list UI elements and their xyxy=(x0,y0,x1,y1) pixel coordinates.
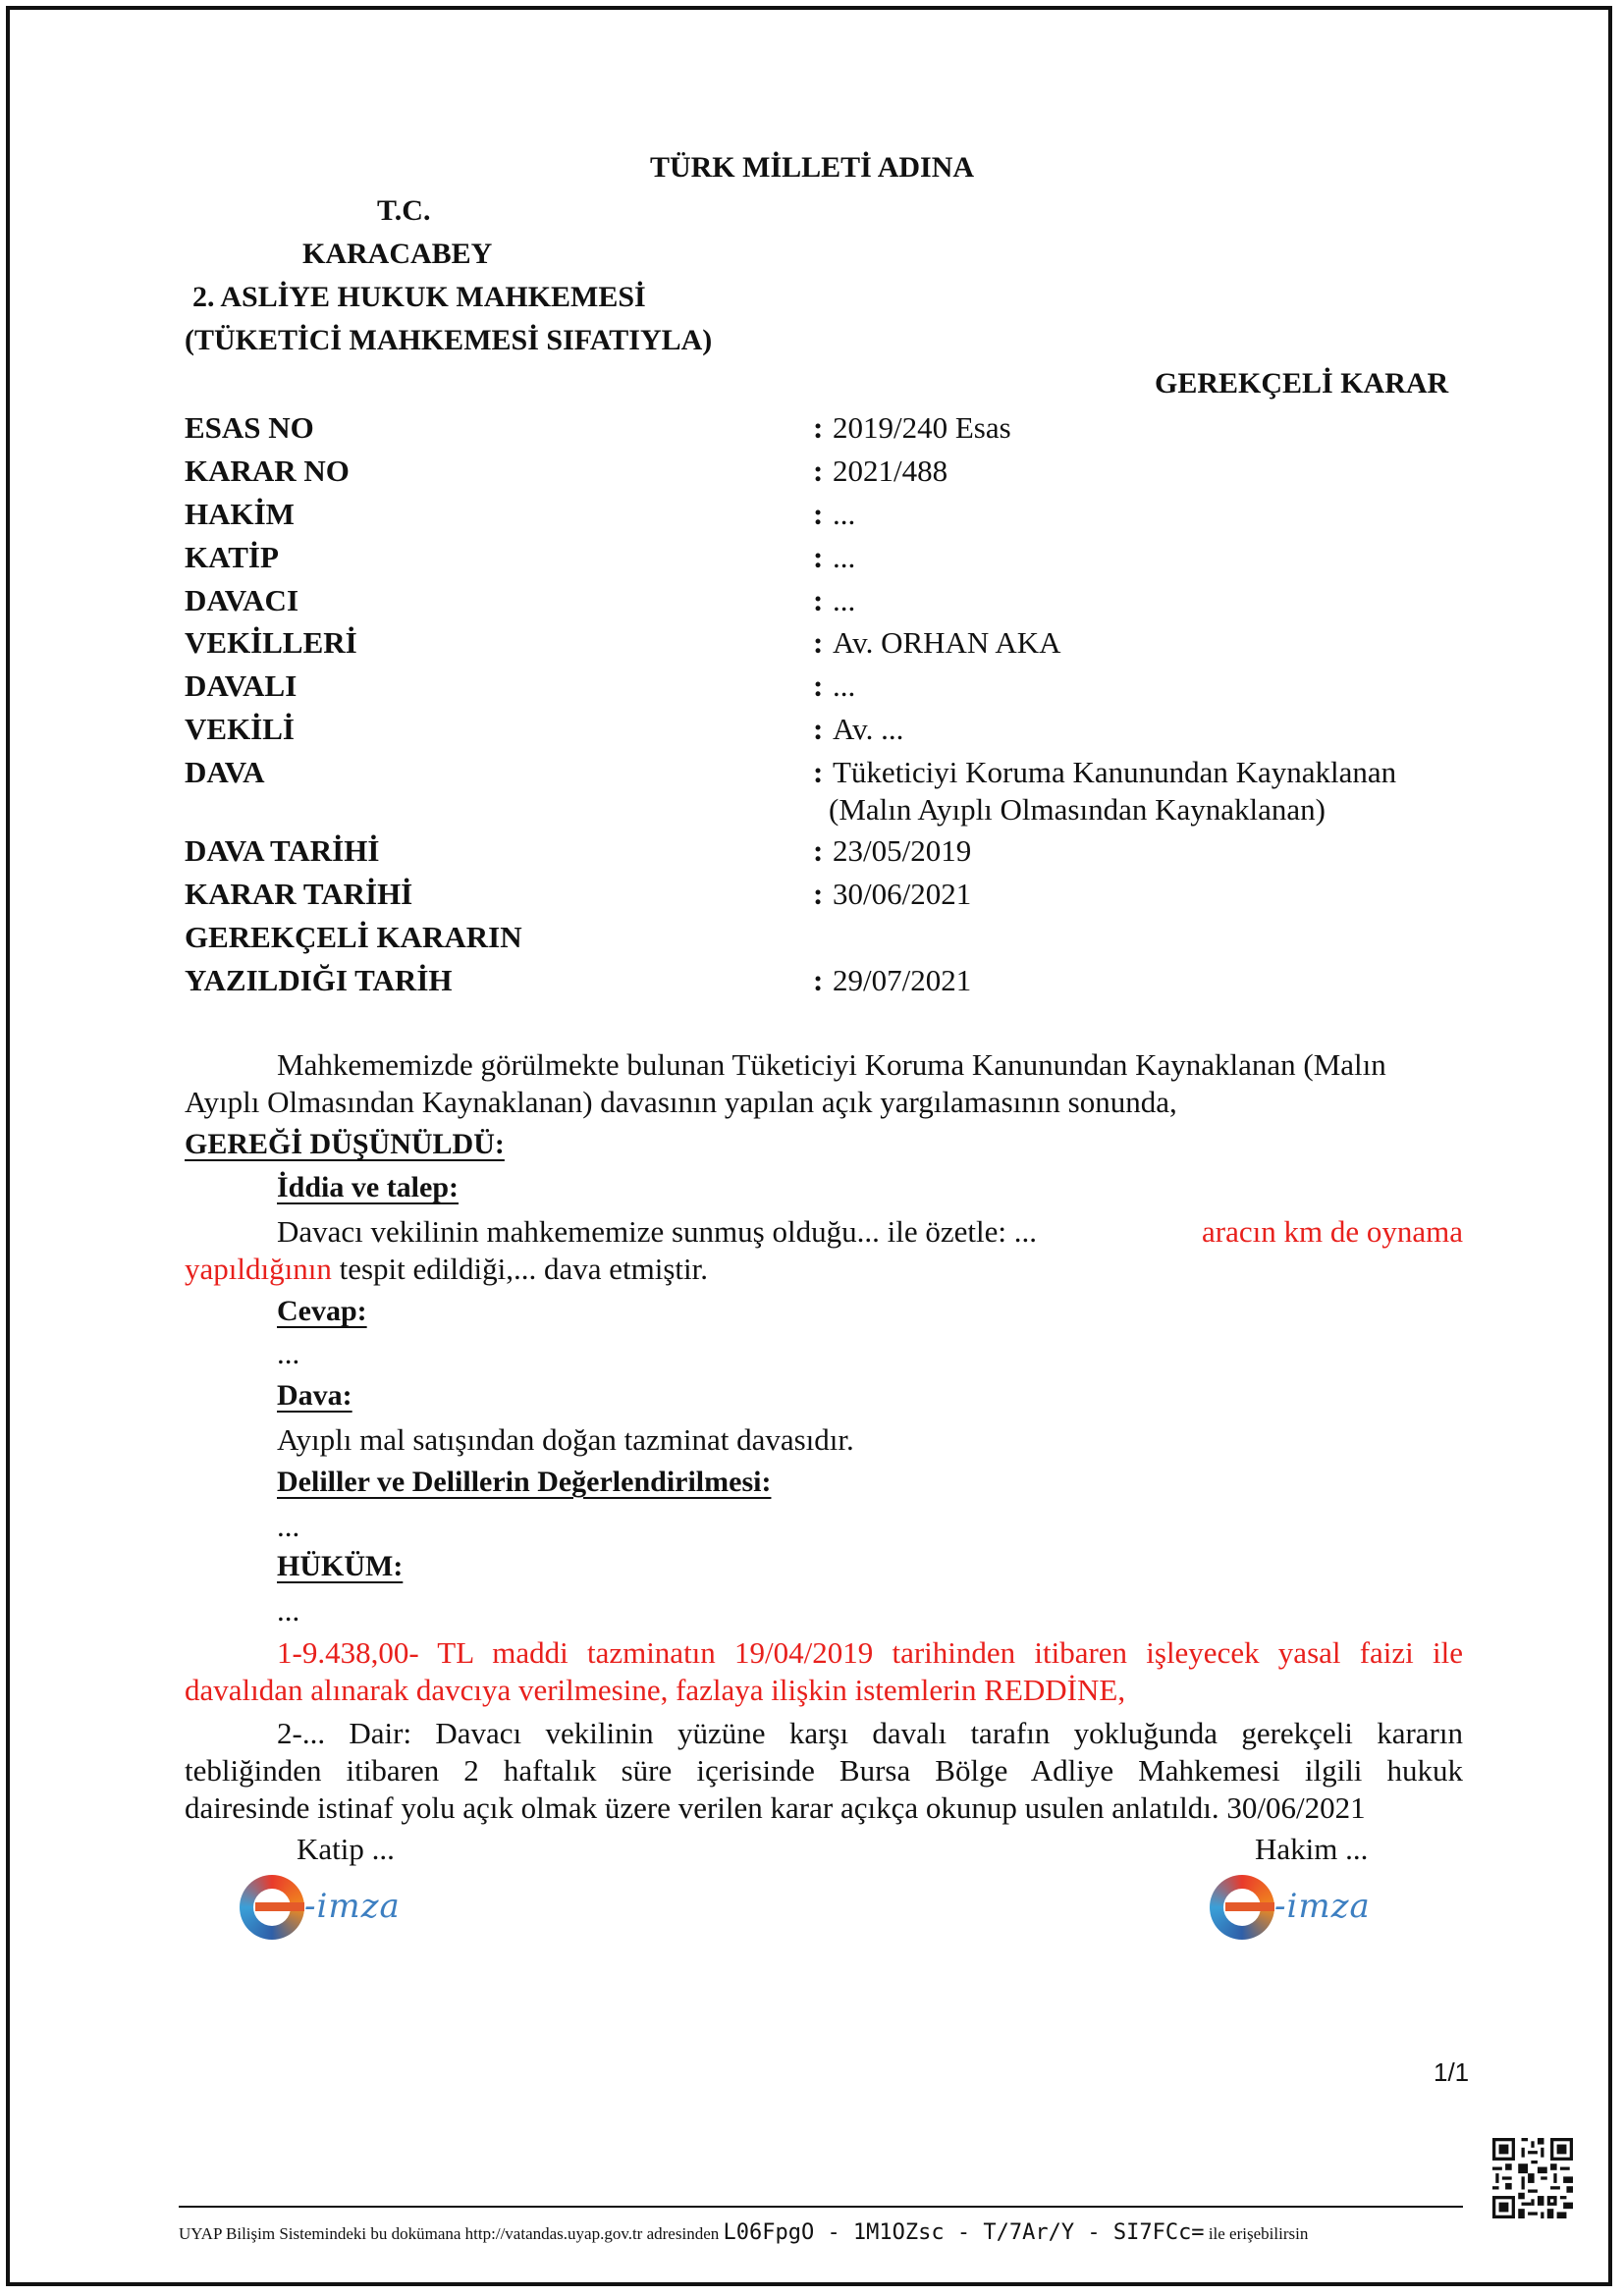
info-row-dava xyxy=(185,755,1481,833)
info-row-karar-tarihi xyxy=(185,877,1481,916)
iddia-line-2 xyxy=(185,1252,708,1287)
info-row-karar xyxy=(185,454,1481,493)
hukum-item-2-line-2: tebliğinden itibaren 2 haftalık süre içerisinde Bursa Bölge Adliye Mahkemesi ilgili hukuk xyxy=(185,1753,1463,1788)
info-value: Av. ORHAN AKA xyxy=(833,625,1061,660)
info-row-dava-tarihi xyxy=(185,833,1481,873)
info-row-vekili xyxy=(185,712,1481,751)
eimza-word: -imza xyxy=(1274,1887,1371,1926)
header-title-wrapper xyxy=(0,151,1624,185)
info-value: ... xyxy=(833,668,856,703)
hukum-text: ... xyxy=(277,1593,300,1628)
page-number: 1/1 xyxy=(1434,2057,1470,2087)
info-value: 30/06/2021 xyxy=(833,877,972,911)
deliller-text: ... xyxy=(277,1509,300,1543)
info-colon: : xyxy=(813,625,824,660)
header-title: TÜRK MİLLETİ ADINA xyxy=(649,151,975,184)
info-label: DAVALI xyxy=(185,668,298,703)
info-value: ... xyxy=(833,583,856,617)
info-colon: : xyxy=(813,583,824,617)
eimza-word: -imza xyxy=(304,1887,401,1926)
cevap-text: ... xyxy=(277,1336,300,1370)
footer-verification-code: L06FpgO - 1M1OZsc - T/7Ar/Y - SI7FCc= xyxy=(723,2220,1205,2245)
info-value: Tüketiciyi Koruma Kanunundan Kaynaklanan xyxy=(833,755,1397,789)
info-row-katip xyxy=(185,540,1481,579)
info-row-gerekceli-tarih xyxy=(185,920,1481,1002)
info-colon: : xyxy=(813,497,824,531)
geregi-dusunuldu: GEREĞİ DÜŞÜNÜLDÜ: xyxy=(185,1128,505,1160)
section-heading-dava: Dava: xyxy=(277,1379,352,1412)
iddia-text: tespit edildiği,... dava etmiştir. xyxy=(339,1252,708,1286)
info-label: KATİP xyxy=(185,540,279,574)
hukum-item-1-line-1: 1-9.438,00- TL maddi tazminatın 19/04/2019 tarihinden itibaren işleyecek yasal faizi ile xyxy=(277,1635,1463,1670)
info-colon: : xyxy=(813,540,824,574)
katip-eimza-logo xyxy=(236,1865,442,1953)
info-row-davali xyxy=(185,668,1481,708)
info-row-esas xyxy=(185,410,1481,450)
info-colon: : xyxy=(813,712,824,746)
info-label: DAVA xyxy=(185,755,265,789)
dava-text: Ayıplı mal satışından doğan tazminat davasıdır. xyxy=(277,1422,854,1457)
hukum-item-1-line-2: davalıdan alınarak davcıya verilmesine, fazlaya ilişkin istemlerin REDDİNE, xyxy=(185,1673,1126,1707)
iddia-text: Davacı vekilinin mahkememize sunmuş olduğu... ile özetle: ... xyxy=(277,1214,1037,1249)
footer-divider xyxy=(179,2206,1463,2208)
hakim-signature-label: Hakim ... xyxy=(1255,1832,1369,1866)
info-label: HAKİM xyxy=(185,497,295,531)
info-value: 2021/488 xyxy=(833,454,948,488)
footer-verification xyxy=(179,2220,1308,2245)
section-heading-deliller: Deliller ve Delillerin Değerlendirilmesi: xyxy=(277,1466,772,1498)
info-colon: : xyxy=(813,833,824,868)
hukum-item-2-line-1: 2-... Dair: Davacı vekilinin yüzüne karşı davalı tarafın yokluğunda gerekçeli kararın xyxy=(277,1716,1463,1750)
info-label: KARAR NO xyxy=(185,454,350,488)
iddia-line-1 xyxy=(277,1214,1463,1250)
section-heading-iddia: İddia ve talep: xyxy=(277,1171,460,1203)
qr-code-icon xyxy=(1492,2138,1573,2218)
info-value: Av. ... xyxy=(833,712,904,746)
info-colon: : xyxy=(813,877,824,911)
header-tc: T.C. xyxy=(377,194,431,227)
info-label: DAVACI xyxy=(185,583,299,617)
info-label: GEREKÇELİ KARARIN xyxy=(185,920,522,954)
footer-text: UYAP Bilişim Sistemindeki bu dokümana http://vatandas.uyap.gov.tr adresinden xyxy=(179,2224,720,2243)
section-heading-hukum: HÜKÜM: xyxy=(277,1550,404,1582)
eimza-bar-icon xyxy=(255,1902,304,1911)
intro-line-1: Mahkememizde görülmekte bulunan Tüketiciyi Koruma Kanunundan Kaynaklanan (Malın xyxy=(277,1047,1386,1082)
header-court: 2. ASLİYE HUKUK MAHKEMESİ xyxy=(192,281,646,313)
hakim-eimza-logo xyxy=(1206,1865,1412,1953)
katip-signature-label: Katip ... xyxy=(297,1832,395,1866)
info-label: VEKİLLERİ xyxy=(185,625,357,660)
info-value: ... xyxy=(833,540,856,574)
eimza-bar-icon xyxy=(1225,1902,1274,1911)
info-value: 23/05/2019 xyxy=(833,833,972,868)
info-row-vekilleri xyxy=(185,625,1481,665)
info-value: 29/07/2021 xyxy=(833,963,972,997)
section-heading-cevap: Cevap: xyxy=(277,1295,367,1327)
intro-line-2: Ayıplı Olmasından Kaynaklanan) davasının yapılan açık yargılamasının sonunda, xyxy=(185,1085,1177,1119)
footer-text-end: ile erişebilirsin xyxy=(1208,2224,1309,2243)
info-row-davaci xyxy=(185,583,1481,622)
header-city: KARACABEY xyxy=(302,238,493,270)
info-colon: : xyxy=(813,454,824,488)
info-label: DAVA TARİHİ xyxy=(185,833,380,868)
info-colon: : xyxy=(813,963,824,997)
info-label-cont: YAZILDIĞI TARİH xyxy=(185,963,453,997)
info-colon: : xyxy=(813,668,824,703)
info-row-hakim xyxy=(185,497,1481,536)
iddia-highlight: aracın km de oynama xyxy=(1202,1214,1463,1249)
info-value: ... xyxy=(833,497,856,531)
doc-type-title: GEREKÇELİ KARAR xyxy=(1155,367,1449,400)
iddia-highlight: yapıldığının xyxy=(185,1252,332,1286)
info-colon: : xyxy=(813,755,824,789)
header-court-role: (TÜKETİCİ MAHKEMESİ SIFATIYLA) xyxy=(185,324,713,356)
info-label: KARAR TARİHİ xyxy=(185,877,413,911)
info-colon: : xyxy=(813,410,824,445)
info-value-cont: (Malın Ayıplı Olmasından Kaynaklanan) xyxy=(829,792,1326,827)
info-label: ESAS NO xyxy=(185,410,314,445)
info-label: VEKİLİ xyxy=(185,712,295,746)
info-value: 2019/240 Esas xyxy=(833,410,1011,445)
hukum-item-2-line-3: dairesinde istinaf yolu açık olmak üzere verilen karar açıkça okunup usulen anlatıldı. 30/06/2021 xyxy=(185,1790,1366,1825)
